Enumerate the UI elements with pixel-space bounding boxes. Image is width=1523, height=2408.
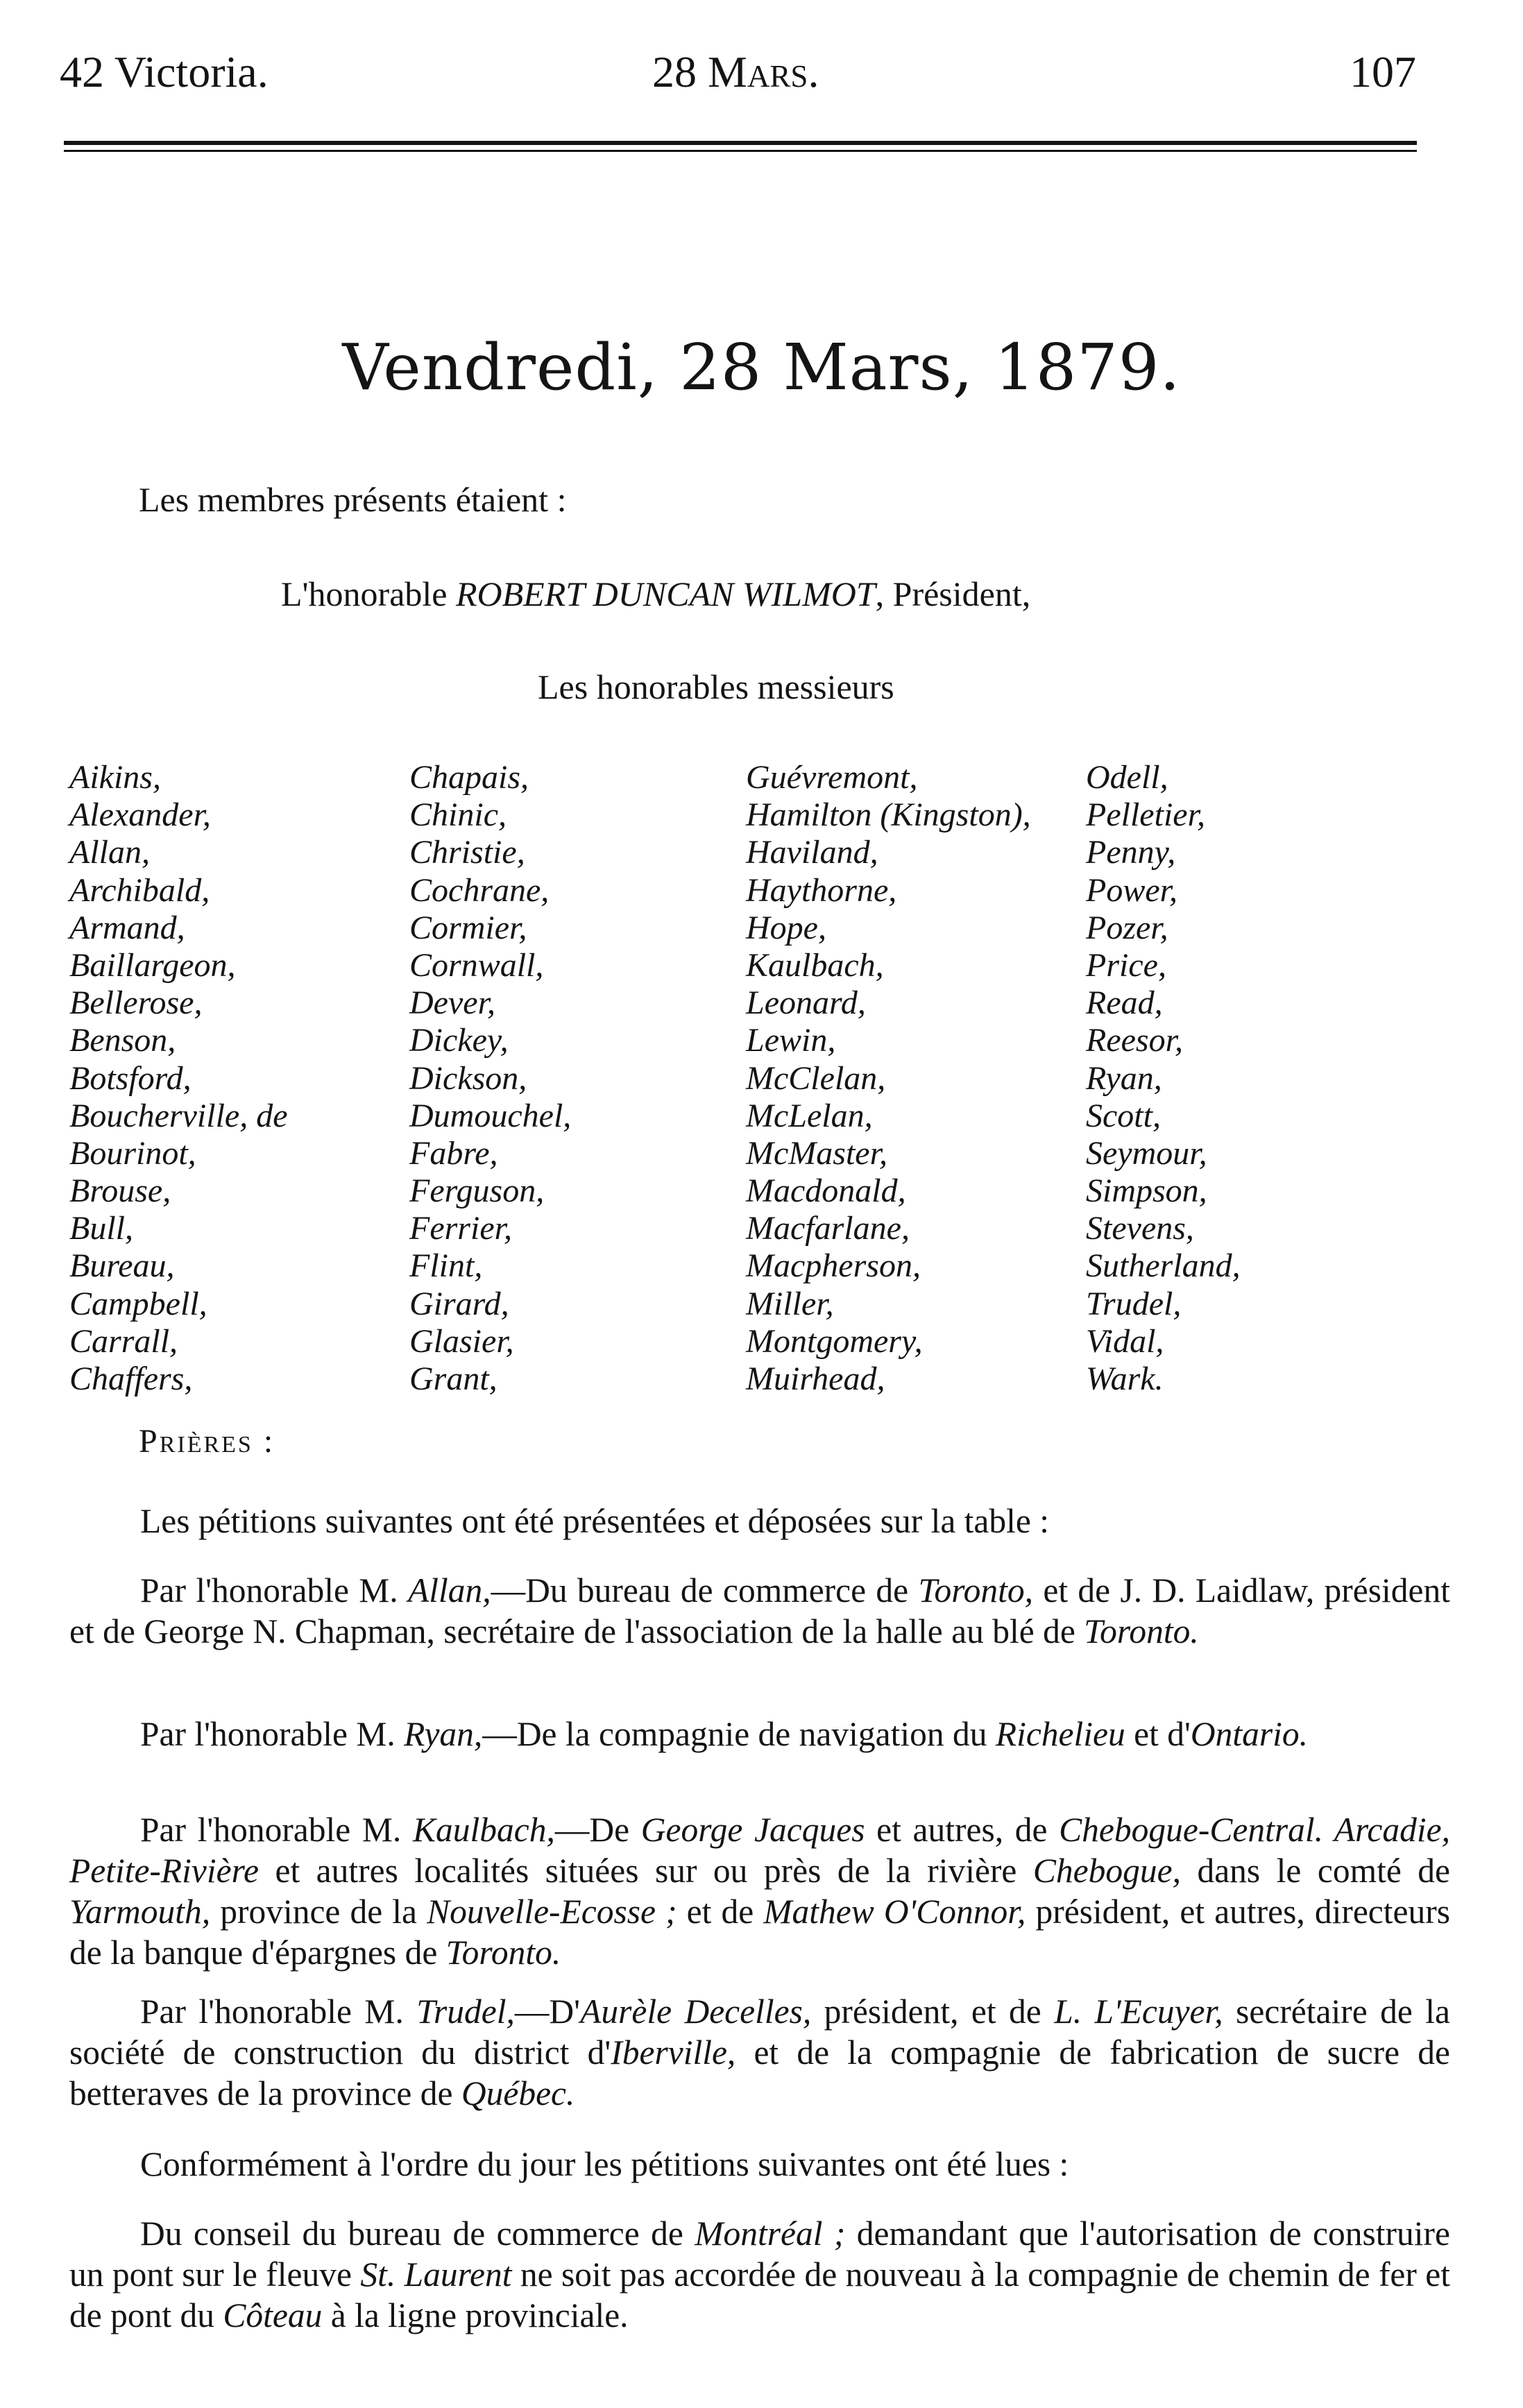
member-name: Ferguson, bbox=[409, 1172, 545, 1210]
running-header-date bbox=[652, 44, 819, 100]
text-run: et autres localités situées sur ou près de la rivière bbox=[259, 1852, 1033, 1890]
place-name: Montréal ; bbox=[695, 2214, 846, 2253]
text-run: Par l'honorable M. bbox=[140, 1571, 408, 1609]
member-name: Pozer, bbox=[1086, 909, 1168, 946]
senator-name: Allan, bbox=[407, 1571, 491, 1609]
member-name: Haythorne, bbox=[746, 871, 897, 909]
member-name: Read, bbox=[1086, 984, 1163, 1022]
member-name: Haviland, bbox=[746, 834, 878, 871]
member-name: Dumouchel, bbox=[409, 1097, 572, 1134]
prayers-heading: Prières : bbox=[139, 1423, 275, 1460]
place-name: Chebogue-Central. Arcadie, Petite-Rivière bbox=[69, 1811, 1450, 1890]
member-name: Bureau, bbox=[69, 1247, 175, 1285]
senator-name: Kaulbach, bbox=[412, 1811, 555, 1849]
members-column-1 bbox=[69, 759, 288, 1398]
member-name: Bull, bbox=[69, 1210, 133, 1247]
member-name: Brouse, bbox=[69, 1172, 171, 1210]
text-run: Du conseil du bureau de commerce de bbox=[140, 2214, 695, 2253]
place-name: St. Laurent bbox=[360, 2255, 512, 2294]
member-name: Muirhead, bbox=[746, 1360, 885, 1397]
member-name: Fabre, bbox=[409, 1134, 498, 1172]
member-name: Chaffers, bbox=[69, 1360, 193, 1397]
place-name: Yarmouth, bbox=[69, 1893, 211, 1931]
member-name: Dickson, bbox=[409, 1059, 527, 1097]
senator-name: Trudel, bbox=[416, 1992, 515, 2031]
text-run: dans le comté de bbox=[1180, 1852, 1450, 1890]
member-name: Bellerose, bbox=[69, 984, 203, 1022]
text-run: ne soit pas accordée de nouveau à la compagnie de chemin de fer et de pont du bbox=[69, 2255, 1450, 2334]
member-name: Macpherson, bbox=[746, 1247, 921, 1285]
member-name: Bourinot, bbox=[69, 1134, 196, 1172]
member-name: McMaster, bbox=[746, 1134, 887, 1172]
member-name: McClelan, bbox=[746, 1059, 886, 1097]
text-run: président, et de bbox=[811, 1992, 1055, 2031]
member-name: Dickey, bbox=[409, 1022, 509, 1059]
member-name: Miller, bbox=[746, 1285, 834, 1322]
president-suffix: , Président, bbox=[875, 574, 1031, 613]
member-name: Simpson, bbox=[1086, 1172, 1207, 1210]
member-name: Carrall, bbox=[69, 1322, 178, 1360]
text-run: président, et autres, directeurs de la banque d'épargnes de bbox=[69, 1893, 1450, 1972]
member-name: Hamilton (Kingston), bbox=[746, 796, 1031, 834]
place-name: Québec. bbox=[461, 2074, 575, 2112]
member-name: Odell, bbox=[1086, 759, 1168, 796]
petition-allan bbox=[69, 1570, 1450, 1652]
member-name: Campbell, bbox=[69, 1285, 207, 1322]
member-name: Chinic, bbox=[409, 796, 507, 834]
member-name: Archibald, bbox=[69, 871, 210, 909]
petition-ryan bbox=[69, 1714, 1450, 1754]
place-name: Richelieu bbox=[995, 1715, 1125, 1753]
member-name: Scott, bbox=[1086, 1097, 1161, 1134]
member-name: Macdonald, bbox=[746, 1172, 906, 1210]
person-name: L. L'Ecuyer, bbox=[1054, 1992, 1223, 2031]
text-run: —Du bureau de commerce de bbox=[491, 1571, 919, 1609]
text-run: Par l'honorable M. bbox=[140, 1715, 405, 1753]
place-name: Nouvelle-Ecosse ; bbox=[427, 1893, 677, 1931]
member-name: Reesor, bbox=[1086, 1022, 1183, 1059]
place-name: Iberville, bbox=[611, 2033, 736, 2072]
petition-trudel bbox=[69, 1991, 1450, 2114]
text-run: —De la compagnie de navigation du bbox=[482, 1715, 996, 1753]
page-number: 107 bbox=[1350, 47, 1416, 96]
member-name: Cormier, bbox=[409, 909, 527, 946]
person-name: Mathew O'Connor, bbox=[763, 1893, 1026, 1931]
place-name: Côteau bbox=[223, 2296, 323, 2334]
member-name: Christie, bbox=[409, 834, 525, 871]
member-name: Chapais, bbox=[409, 759, 529, 796]
place-name: Ontario. bbox=[1190, 1715, 1309, 1753]
text-run: —D' bbox=[514, 1992, 581, 2031]
petitions-presented-intro: Les pétitions suivantes ont été présentées et déposées sur la table : bbox=[140, 1502, 1049, 1540]
members-column-3 bbox=[746, 759, 1031, 1398]
text-run: et de la compagnie de fabrication de sucre de betteraves de la province de bbox=[69, 2033, 1450, 2112]
text-run: et de bbox=[677, 1893, 764, 1931]
header-rule-thick bbox=[64, 141, 1417, 145]
member-name: Guévremont, bbox=[746, 759, 918, 796]
honorables-heading: Les honorables messieurs bbox=[538, 667, 894, 706]
date-heading: Vendredi, 28 Mars, 1879. bbox=[342, 330, 1181, 404]
member-name: Sutherland, bbox=[1086, 1247, 1241, 1285]
member-name: Price, bbox=[1086, 946, 1166, 984]
member-name: Trudel, bbox=[1086, 1285, 1182, 1322]
member-name: Vidal, bbox=[1086, 1322, 1164, 1360]
member-name: Pelletier, bbox=[1086, 796, 1205, 834]
president-name: ROBERT DUNCAN WILMOT bbox=[455, 574, 876, 613]
header-month: Mars. bbox=[708, 47, 819, 96]
text-run: Par l'honorable M. bbox=[140, 1811, 413, 1849]
member-name: Aikins, bbox=[69, 759, 161, 796]
member-name: Baillargeon, bbox=[69, 946, 236, 984]
members-column-4 bbox=[1086, 759, 1241, 1398]
president-prefix: L'honorable bbox=[281, 574, 456, 613]
member-name: Macfarlane, bbox=[746, 1210, 910, 1247]
members-column-2 bbox=[409, 759, 571, 1398]
petitions-read-intro: Conformément à l'ordre du jour les pétitions suivantes ont été lues : bbox=[140, 2145, 1069, 2183]
member-name: Glasier, bbox=[409, 1322, 514, 1360]
member-name: Montgomery, bbox=[746, 1322, 923, 1360]
header-day: 28 bbox=[652, 47, 697, 96]
members-intro: Les membres présents étaient : bbox=[139, 480, 567, 519]
running-header-left: 42 Victoria. bbox=[60, 47, 269, 96]
text-run: et d' bbox=[1125, 1715, 1191, 1753]
header-rule-thin bbox=[64, 150, 1417, 152]
person-name: George Jacques bbox=[640, 1811, 865, 1849]
member-name: Botsford, bbox=[69, 1059, 192, 1097]
member-name: Power, bbox=[1086, 871, 1177, 909]
petition-montreal-board bbox=[69, 2213, 1450, 2336]
senator-name: Ryan, bbox=[404, 1715, 483, 1753]
text-run: et de J. D. Laidlaw, président et de George N. Chapman, secrétaire de l'association de la halle au blé de bbox=[69, 1571, 1450, 1650]
member-name: Penny, bbox=[1086, 834, 1176, 871]
member-name: Girard, bbox=[409, 1285, 509, 1322]
text-run: —De bbox=[554, 1811, 641, 1849]
member-name: Dever, bbox=[409, 984, 495, 1022]
member-name: Grant, bbox=[409, 1360, 497, 1397]
member-name: Armand, bbox=[69, 909, 185, 946]
member-name: Benson, bbox=[69, 1022, 176, 1059]
place-name: Toronto, bbox=[918, 1571, 1034, 1609]
place-name: Chebogue, bbox=[1032, 1852, 1181, 1890]
place-name: Toronto. bbox=[1084, 1612, 1199, 1650]
member-name: Hope, bbox=[746, 909, 826, 946]
member-name: Boucherville, de bbox=[69, 1097, 288, 1134]
member-name: Alexander, bbox=[69, 796, 211, 834]
member-name: Seymour, bbox=[1086, 1134, 1207, 1172]
member-name: Flint, bbox=[409, 1247, 483, 1285]
text-run: et autres, de bbox=[865, 1811, 1060, 1849]
text-run: Par l'honorable M. bbox=[140, 1992, 417, 2031]
member-name: Leonard, bbox=[746, 984, 866, 1022]
member-name: Lewin, bbox=[746, 1022, 836, 1059]
text-run: demandant que l'autorisation de construire un pont sur le fleuve bbox=[69, 2214, 1450, 2294]
member-name: Ryan, bbox=[1086, 1059, 1162, 1097]
member-name: Cochrane, bbox=[409, 871, 550, 909]
person-name: Aurèle Decelles, bbox=[580, 1992, 812, 2031]
member-name: Stevens, bbox=[1086, 1210, 1194, 1247]
member-name: McLelan, bbox=[746, 1097, 873, 1134]
member-name: Wark. bbox=[1086, 1360, 1164, 1397]
text-run: province de la bbox=[210, 1893, 427, 1931]
president-line bbox=[281, 573, 1030, 615]
member-name: Ferrier, bbox=[409, 1210, 512, 1247]
place-name: Toronto. bbox=[445, 1933, 561, 1972]
text-run: secrétaire de la société de construction du district d' bbox=[69, 1992, 1450, 2072]
member-name: Kaulbach, bbox=[746, 946, 884, 984]
petition-kaulbach bbox=[69, 1809, 1450, 1973]
member-name: Allan, bbox=[69, 834, 150, 871]
member-name: Cornwall, bbox=[409, 946, 544, 984]
text-run: à la ligne provinciale. bbox=[322, 2296, 629, 2334]
